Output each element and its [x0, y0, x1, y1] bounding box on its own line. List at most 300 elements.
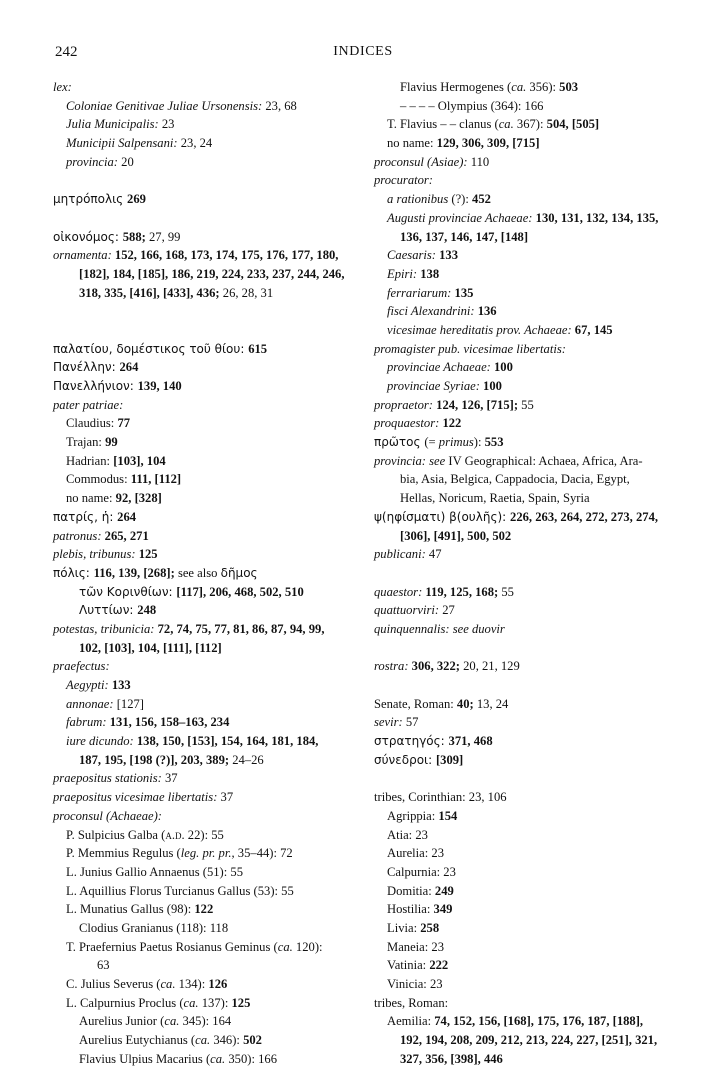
index-entry-text: Agrippia:	[387, 808, 439, 823]
index-entry-line	[53, 153, 363, 172]
index-entry-text: στρατηγός:	[374, 734, 449, 749]
index-entry-text: 99	[105, 435, 118, 450]
index-entry-line	[374, 713, 679, 732]
index-entry-text: [182], 184, [185], 186, 219, 224, 233, 237, 244, 246,	[79, 266, 345, 281]
index-entry-line	[53, 807, 363, 826]
index-entry-text: ornamenta:	[53, 248, 112, 263]
index-entry-line	[53, 527, 363, 546]
index-entry-text: δῆμος	[220, 565, 258, 580]
index-entry-line	[53, 1050, 363, 1068]
index-entry-text: 111, [112]	[130, 472, 182, 487]
index-entry-line	[374, 956, 679, 975]
index-entry-text: Vinicia: 23	[387, 977, 443, 991]
index-entry-text: ca.	[164, 1014, 180, 1029]
index-entry-text: Municipii Salpensani:	[66, 136, 178, 151]
index-entry-text: Flavius Ulpius Macarius (	[79, 1051, 211, 1066]
index-entry-line	[374, 452, 679, 471]
index-entry-text: praepositus vicesimae libertatis:	[53, 790, 218, 805]
index-entry-text: Coloniae Genitivae Juliae Ursonensis:	[66, 98, 263, 113]
index-entry-text: a rationibus	[387, 192, 449, 207]
index-entry-line	[374, 788, 679, 807]
index-entry-line	[53, 620, 363, 639]
index-entry-text: fabrum:	[66, 715, 107, 730]
index-entry-text: 23	[158, 117, 175, 132]
blank-line	[374, 564, 679, 583]
index-column-left	[53, 78, 363, 1068]
index-entry-text: 306, 322;	[408, 659, 460, 674]
index-entry-text: pater patriae:	[53, 397, 124, 412]
index-entry-line	[374, 882, 679, 901]
index-entry-text: Πανελλήνιον:	[53, 379, 138, 393]
index-entry-text: Claudius:	[66, 416, 118, 431]
index-entry-text: 138, 150, [153], 154, 164, 181, 184,	[133, 734, 319, 749]
index-entry-line	[53, 564, 363, 583]
index-entry-text: 23, 24	[177, 136, 213, 151]
index-entry-text: [309]	[435, 752, 464, 767]
index-entry-text: 135	[451, 285, 474, 300]
index-entry-line	[374, 190, 679, 209]
index-entry-line	[374, 302, 679, 321]
index-entry-line	[53, 882, 363, 901]
index-entry-text: ca.	[160, 977, 176, 991]
index-entry-line	[53, 340, 363, 359]
index-entry-text: 126	[208, 977, 228, 991]
index-entry-text: 588;	[122, 229, 146, 244]
page-title: INDICES	[333, 44, 393, 59]
index-entry-text: Epiri:	[387, 266, 418, 281]
index-entry-line	[53, 788, 363, 807]
index-entry-text: 35–44): 72	[234, 846, 293, 861]
index-entry-text: 20	[118, 154, 134, 169]
index-entry-text: L. Aquillius Florus Turcianus Gallus (53): 55	[66, 883, 294, 898]
index-entry-text: ferrariarum:	[387, 285, 452, 300]
index-entry-text: 125	[231, 995, 251, 1010]
index-entry-text: Clodius Granianus (118): 118	[79, 920, 229, 935]
index-entry-line	[53, 713, 363, 732]
index-entry-text: Aurelia: 23	[387, 846, 445, 861]
index-entry-text: 130, 131, 132, 134, 135,	[532, 210, 659, 225]
index-entry-text: plebis, tribunus:	[53, 547, 136, 562]
index-entry-text: Λυττίων:	[79, 603, 138, 618]
index-entry-text: 110	[467, 154, 490, 169]
index-entry-line	[53, 601, 363, 620]
index-entry-line	[374, 657, 679, 676]
index-entry-text: 248	[137, 603, 157, 618]
index-entry-text: P. Memmius Regulus (	[66, 846, 181, 861]
index-entry-text: rostra:	[374, 659, 409, 674]
index-entry-line	[374, 900, 679, 919]
index-entry-text: Livia:	[387, 920, 421, 935]
index-entry-text: [103], 104	[113, 453, 166, 468]
index-entry-text: 137):	[198, 995, 232, 1010]
index-entry-text: quaestor:	[374, 584, 423, 599]
index-entry-line	[374, 246, 679, 265]
index-entry-line	[374, 975, 679, 994]
index-entry-text: praepositus stationis:	[53, 771, 162, 786]
index-entry-text: 356):	[526, 80, 560, 94]
index-entry-text: see	[429, 453, 446, 468]
index-entry-line	[374, 826, 679, 845]
index-entry-text: no name:	[387, 136, 437, 151]
index-entry-line	[53, 751, 363, 770]
index-entry-text: 22): 55	[184, 827, 224, 842]
index-entry-text: 47	[425, 547, 442, 562]
index-entry-text: procurator:	[374, 173, 434, 188]
index-entry-text: 122	[439, 416, 462, 431]
index-entry-text: (?):	[448, 192, 473, 207]
index-entry-text: no name:	[66, 491, 116, 506]
index-entry-text: 192, 194, 208, 209, 212, 213, 224, 227, [251], 321,	[400, 1033, 658, 1048]
index-entry-line	[374, 358, 679, 377]
index-entry-line	[53, 190, 363, 209]
index-entry-line	[374, 153, 679, 172]
index-entry-line	[53, 583, 363, 602]
index-entry-line	[53, 97, 363, 116]
index-entry-text: fisci Alexandrini:	[387, 304, 475, 319]
index-entry-text: 124, 126, [715];	[433, 397, 519, 412]
index-entry-text: Aurelius Junior (	[79, 1014, 165, 1029]
index-entry-text: proconsul (Asiae):	[374, 154, 468, 169]
index-entry-text: 122	[194, 902, 214, 917]
index-entry-text: 131, 156, 158–163, 234	[106, 715, 230, 730]
index-entry-line	[53, 676, 363, 695]
index-entry-line	[374, 844, 679, 863]
index-entry-line	[374, 414, 679, 433]
index-entry-line	[374, 134, 679, 153]
index-entry-text: 269	[127, 192, 146, 207]
index-entry-text: ):	[473, 435, 485, 450]
index-entry-line	[53, 1012, 363, 1031]
index-entry-text: 249	[434, 883, 454, 898]
index-entry-line	[53, 246, 363, 265]
index-entry-text: Hostilia:	[387, 902, 434, 917]
index-entry-text: ca.	[210, 1051, 226, 1066]
index-entry-text: 133	[108, 678, 131, 692]
index-entry-text: leg. pr. pr.,	[180, 846, 235, 861]
index-entry-line	[374, 489, 679, 508]
index-entry-line	[53, 433, 363, 452]
index-entry-text: 102, [103], 104, [111], [112]	[79, 640, 222, 655]
index-entry-line	[53, 826, 363, 845]
index-entry-line	[374, 265, 679, 284]
index-entry-text: 72, 74, 75, 77, 81, 86, 87, 94, 99,	[154, 621, 325, 636]
index-entry-text: provinciae Achaeae:	[387, 360, 491, 375]
index-entry-text: 503	[559, 80, 579, 94]
index-entry-text: μητρόπολις	[53, 192, 128, 207]
index-entry-text: 138	[417, 266, 440, 281]
index-entry-text: 24–26	[229, 752, 264, 767]
index-entry-text: 37	[161, 771, 178, 786]
blank-line	[374, 676, 679, 695]
index-entry-text: πρῶτος	[374, 435, 425, 450]
index-entry-text: propraetor:	[374, 397, 434, 412]
index-entry-text: Aegypti:	[66, 678, 109, 692]
index-entry-text: ca.	[498, 117, 514, 132]
index-entry-line	[53, 657, 363, 676]
index-entry-line	[53, 975, 363, 994]
index-entry-line	[53, 545, 363, 564]
index-entry-text: Augusti provinciae Achaeae:	[387, 210, 533, 225]
index-entry-text: provinciae Syriae:	[387, 379, 480, 393]
index-entry-line	[53, 900, 363, 919]
index-entry-text: [127]	[113, 696, 145, 711]
index-entry-text: 125	[135, 547, 158, 562]
index-entry-text: 27, 99	[145, 229, 181, 244]
index-entry-line	[53, 78, 363, 97]
index-entry-line	[53, 844, 363, 863]
index-entry-line	[374, 284, 679, 303]
index-entry-text: vicesimae hereditatis prov. Achaeae:	[387, 322, 572, 337]
index-entry-line	[53, 732, 363, 751]
index-entry-line	[374, 863, 679, 882]
index-entry-text: 615	[248, 341, 268, 356]
index-entry-text: – – – – Olympius (364): 166	[400, 98, 544, 113]
index-entry-text: 222	[429, 958, 449, 973]
index-entry-text: proconsul (	[53, 808, 111, 823]
index-entry-line	[374, 209, 679, 228]
index-entry-text: L. Calpurnius Proclus (	[66, 995, 184, 1010]
index-entry-text: quinquennalis:	[374, 621, 450, 636]
index-entry-text: Trajan:	[66, 435, 106, 450]
index-entry-text: 20, 21, 129	[459, 659, 520, 674]
index-entry-line	[374, 228, 679, 247]
index-entry-text: 129, 306, 309, [715]	[436, 136, 540, 151]
index-entry-text: tribes, Corinthian: 23, 106	[374, 790, 507, 805]
index-entry-text: ca.	[195, 1033, 211, 1048]
index-entry-line	[374, 601, 679, 620]
index-entry-line	[374, 508, 679, 527]
index-entry-text: Commodus:	[66, 472, 131, 487]
index-entry-text: παλατίου, δομέστικος τοῦ θίου:	[53, 341, 249, 356]
index-entry-text: σύνεδροι:	[374, 752, 436, 767]
index-entry-text: annonae:	[66, 696, 114, 711]
index-entry-line	[374, 396, 679, 415]
index-entry-text: 452	[472, 192, 491, 207]
index-entry-text: 134):	[175, 977, 209, 991]
index-entry-text: 136, 137, 146, 147, [148]	[400, 229, 529, 244]
index-entry-line	[53, 919, 363, 938]
index-entry-text: 26, 28, 31	[219, 285, 274, 300]
index-entry-text: publicani:	[374, 547, 426, 562]
index-entry-line	[374, 807, 679, 826]
index-entry-line	[53, 489, 363, 508]
blank-line	[53, 171, 363, 190]
index-entry-text: 345): 164	[179, 1014, 232, 1029]
index-entry-text: IV Geographical: Achaea, Africa, Ara-	[445, 453, 643, 468]
index-entry-text: 264	[117, 509, 137, 524]
index-entry-line	[53, 938, 363, 957]
index-entry-text: οἰκονόμος:	[53, 229, 123, 244]
index-entry-line	[53, 639, 363, 658]
index-entry-line	[374, 695, 679, 714]
index-entry-text: 116, 139, [268];	[93, 565, 175, 580]
index-entry-line	[374, 115, 679, 134]
index-entry-text: L. Munatius Gallus (98):	[66, 902, 195, 917]
index-entry-line	[53, 863, 363, 882]
index-entry-text: quattuorviri:	[374, 603, 440, 618]
index-entry-text: proquaestor:	[374, 416, 440, 431]
index-entry-text: ca.	[183, 995, 199, 1010]
index-entry-line	[374, 751, 679, 770]
blank-line	[53, 302, 363, 321]
index-entry-line	[374, 433, 679, 452]
index-entry-text: tribes, Roman:	[374, 995, 449, 1010]
index-entry-text: C. Julius Severus (	[66, 977, 161, 991]
blank-line	[374, 769, 679, 788]
index-entry-line	[374, 994, 679, 1013]
index-entry-text: see also	[174, 565, 221, 580]
index-entry-text: 502	[243, 1033, 262, 1048]
index-entry-text: 350): 166	[225, 1051, 277, 1066]
index-entry-line	[374, 620, 679, 639]
index-entry-text: ):	[153, 808, 162, 823]
index-entry-text: 77	[117, 416, 131, 431]
index-entry-text: πόλις:	[53, 565, 94, 580]
index-entry-line	[374, 583, 679, 602]
index-entry-line	[374, 78, 679, 97]
index-entry-text: 67, 145	[571, 322, 613, 337]
index-entry-text: 13, 24	[473, 696, 509, 711]
index-entry-line	[53, 284, 363, 303]
index-entry-text: 367):	[513, 117, 547, 132]
index-entry-text: Aurelius Eutychianus (	[79, 1033, 196, 1048]
index-entry-line	[53, 396, 363, 415]
index-entry-text: ψ(ηφίσματι) β(ουλῆς):	[374, 509, 511, 524]
index-entry-text: Julia Municipalis:	[66, 117, 159, 132]
index-entry-line	[374, 1012, 679, 1031]
index-entry-text: 27	[439, 603, 455, 618]
index-entry-text: Domitia:	[387, 883, 435, 898]
index-entry-line	[53, 695, 363, 714]
index-entry-text: Hellas, Noricum, Raetia, Spain, Syria	[400, 491, 590, 506]
page-number: 242	[55, 44, 78, 60]
index-entry-line	[374, 470, 679, 489]
index-entry-line	[374, 527, 679, 546]
index-entry-line	[53, 228, 363, 247]
index-entry-line	[374, 97, 679, 116]
index-entry-text: 100	[479, 379, 502, 393]
index-entry-line	[374, 919, 679, 938]
index-entry-text: 258	[420, 920, 440, 935]
index-entry-text: Senate, Roman:	[374, 696, 457, 711]
index-entry-text: [306], [491], 500, 502	[400, 528, 512, 543]
index-entry-text: τῶν Κορινθίων:	[79, 584, 177, 599]
index-entry-text: P. Sulpicius Galba (	[66, 827, 166, 842]
index-entry-text: T. Flavius – – clanus (	[387, 117, 499, 132]
index-entry-text: promagister pub. vicesimae libertatis:	[374, 341, 566, 356]
index-entry-text: 57	[402, 715, 419, 730]
index-entry-text: 152, 166, 168, 173, 174, 175, 176, 177, 180,	[111, 248, 339, 263]
index-entry-text: Aemilia:	[387, 1014, 435, 1029]
index-entry-text: provincia:	[374, 453, 426, 468]
index-entry-line	[374, 938, 679, 957]
index-entry-text: 371, 468	[448, 734, 493, 749]
index-entry-text: provincia:	[66, 154, 118, 169]
index-entry-text: 327, 356, [398], 446	[400, 1051, 503, 1066]
index-entry-text: 23, 68	[262, 98, 297, 113]
index-entry-text: 92, [328]	[115, 491, 162, 506]
index-column-right	[374, 78, 679, 1068]
index-entry-text: (=	[424, 435, 439, 450]
index-entry-text: primus	[438, 435, 474, 450]
index-entry-text: 119, 125, 168;	[422, 584, 499, 599]
index-entry-text: 187, 195, [198 (?)], 203, 389;	[79, 752, 230, 767]
index-entry-text: 504, [505]	[546, 117, 600, 132]
index-entry-text: 100	[490, 360, 513, 375]
index-entry-line	[53, 414, 363, 433]
index-entry-text: 318, 335, [416], [433], 436;	[79, 285, 220, 300]
index-entry-text: see duovir	[452, 621, 505, 636]
index-entry-text: 226, 263, 264, 272, 273, 274,	[510, 509, 659, 524]
index-entry-line	[374, 321, 679, 340]
index-entry-text: Πανέλλην:	[53, 360, 120, 375]
index-entry-text: a.d.	[165, 827, 185, 842]
index-entry-text: patronus:	[53, 528, 102, 543]
index-entry-text: 553	[484, 435, 504, 450]
index-entry-text: 154	[438, 808, 458, 823]
index-entry-text: Achaeae	[110, 808, 154, 823]
index-entry-line	[53, 956, 363, 975]
index-entry-line	[53, 265, 363, 284]
index-entry-text: ca.	[511, 80, 527, 94]
index-entry-text: iure dicundo:	[66, 734, 134, 749]
index-entry-text: 264	[119, 360, 139, 375]
index-entry-text: Maneia: 23	[387, 939, 445, 954]
index-entry-text: 55	[498, 584, 514, 599]
index-entry-text: potestas, tribunicia:	[53, 621, 155, 636]
index-entry-text: Vatinia:	[387, 958, 430, 973]
index-entry-line	[53, 994, 363, 1013]
index-entry-text: 136	[474, 304, 497, 319]
index-entry-line	[374, 1050, 679, 1068]
index-entry-text: πατρίς, ἡ:	[53, 509, 118, 524]
index-entry-text: Calpurnia: 23	[387, 864, 456, 879]
index-entry-text: T. Praefernius Paetus Rosianus Geminus (	[66, 939, 278, 954]
index-entry-text: 37	[217, 790, 234, 805]
index-entry-text: praefectus:	[53, 659, 110, 674]
index-entry-line	[374, 732, 679, 751]
index-entry-line	[374, 171, 679, 190]
index-entry-text: 55	[518, 397, 534, 412]
blank-line	[374, 639, 679, 658]
index-entry-line	[53, 769, 363, 788]
index-entry-line	[53, 358, 363, 377]
index-entry-text: Atia: 23	[387, 827, 428, 842]
index-entry-line	[53, 377, 363, 396]
index-entry-line	[53, 508, 363, 527]
index-entry-text: 63	[97, 958, 110, 973]
index-entry-text: 346):	[210, 1033, 244, 1048]
index-entry-line	[53, 134, 363, 153]
index-entry-text: ca.	[277, 939, 293, 954]
index-entry-line	[374, 340, 679, 359]
index-entry-text: 74, 152, 156, [168], 175, 176, 187, [188],	[434, 1014, 644, 1029]
index-entry-text: 349	[433, 902, 453, 917]
index-entry-text: 120):	[292, 939, 323, 954]
index-entry-line	[53, 452, 363, 471]
index-entry-line	[374, 377, 679, 396]
index-entry-line	[53, 115, 363, 134]
index-entry-text: Flavius Hermogenes (	[400, 80, 512, 94]
index-entry-text: 139, 140	[137, 379, 182, 393]
index-entry-text: Caesaris:	[387, 248, 436, 263]
index-entry-line	[53, 470, 363, 489]
page-header	[55, 44, 671, 66]
blank-line	[53, 209, 363, 228]
index-entry-text: bia, Asia, Belgica, Cappadocia, Dacia, Egypt,	[400, 472, 630, 487]
index-entry-text: sevir:	[374, 715, 403, 730]
index-entry-text: Hadrian:	[66, 453, 114, 468]
